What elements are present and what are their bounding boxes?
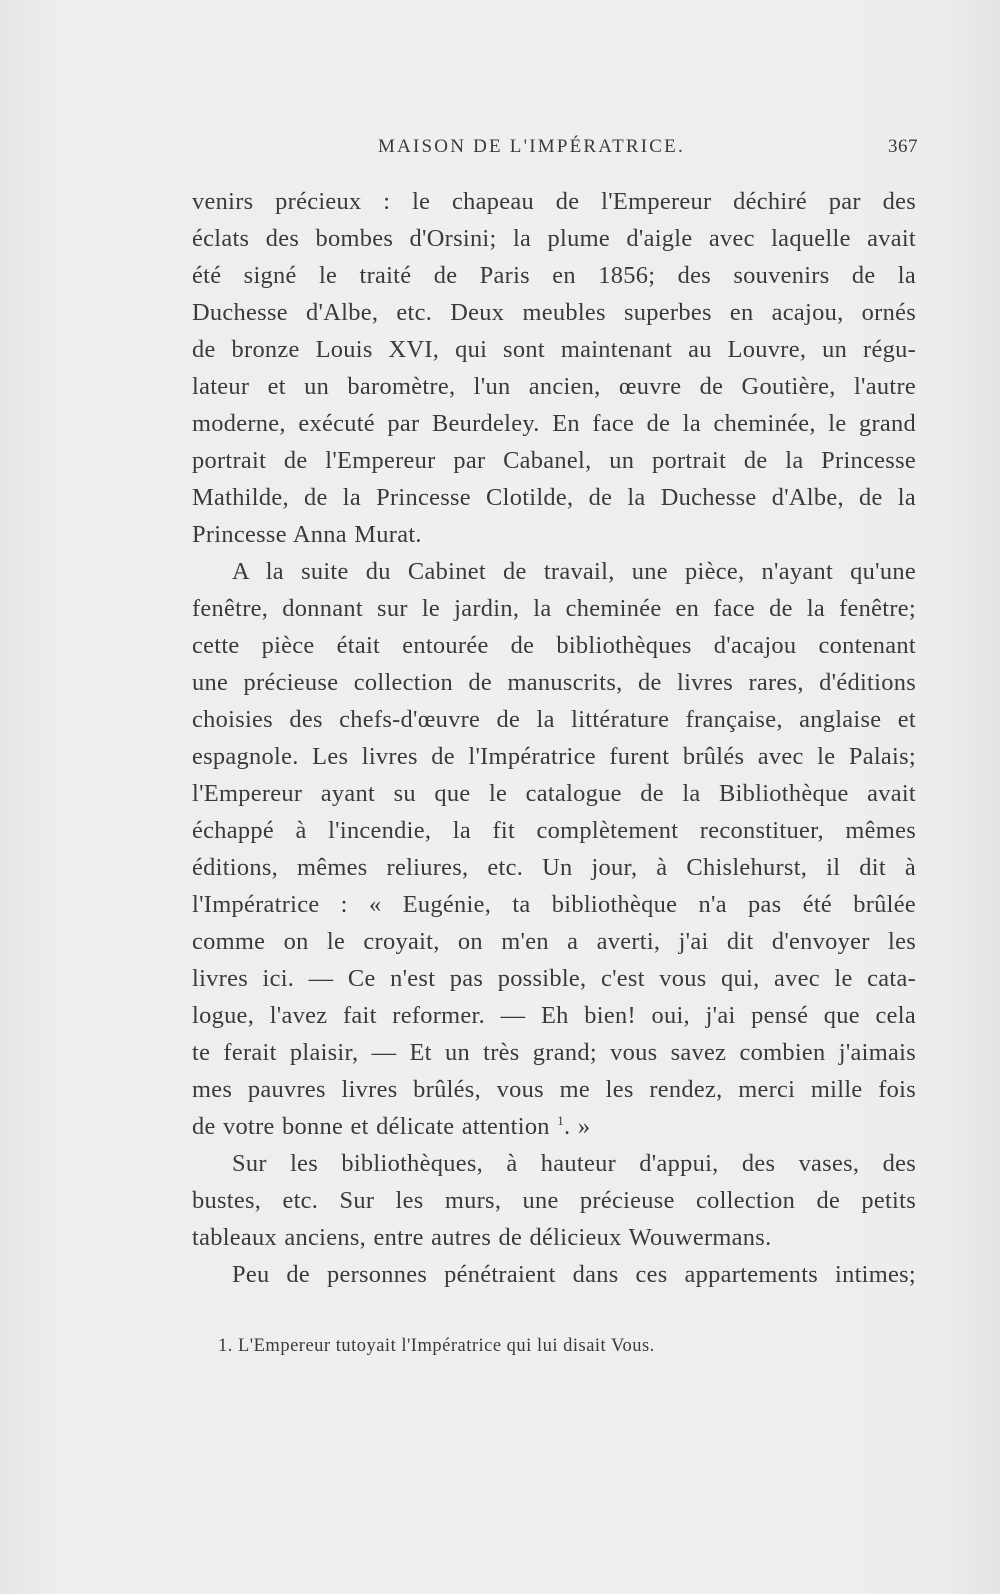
text-line: comme on le croyait, on m'en a averti, j'ai dit d'envoyer les [192,928,916,955]
footnote-reference: 1 [557,1112,565,1128]
text-line: choisies des chefs-d'œuvre de la littérature française, anglaise et [192,706,916,733]
text-line: Duchesse d'Albe, etc. Deux meubles superbes en acajou, ornés [192,299,916,326]
text-line: éclats des bombes d'Orsini; la plume d'aigle avec laquelle avait [192,225,916,252]
text-line: une précieuse collection de manuscrits, de livres rares, d'éditions [192,669,916,696]
text-line: moderne, exécuté par Beurdeley. En face de la cheminée, le grand [192,410,916,437]
text-line: l'Impératrice : « Eugénie, ta bibliothèque n'a pas été brûlée [192,891,916,918]
text-line: espagnole. Les livres de l'Impératrice furent brûlés avec le Palais; [192,743,916,770]
text-line: fenêtre, donnant sur le jardin, la cheminée en face de la fenêtre; [192,595,916,622]
text-line: te ferait plaisir, — Et un très grand; vous savez combien j'aimais [192,1039,916,1066]
text-line: Mathilde, de la Princesse Clotilde, de la Duchesse d'Albe, de la [192,484,916,511]
running-head [192,136,922,164]
text-line: livres ici. — Ce n'est pas possible, c'est vous qui, avec le cata- [192,965,916,992]
text-line: portrait de l'Empereur par Cabanel, un portrait de la Princesse [192,447,916,474]
paragraph-start-line: Peu de personnes pénétraient dans ces appartements intimes; [232,1261,916,1288]
text-line: de bronze Louis XVI, qui sont maintenant au Louvre, un régu- [192,336,916,363]
text-line: Princesse Anna Murat. [192,521,422,548]
text-line: tableaux anciens, entre autres de délicieux Wouwermans. [192,1224,772,1251]
text-line: bustes, etc. Sur les murs, une précieuse collection de petits [192,1187,916,1214]
line-text: de votre bonne et délicate attention [192,1113,550,1140]
text-line: lateur et un baromètre, l'un ancien, œuvre de Goutière, l'autre [192,373,916,400]
paragraph-start-line: Sur les bibliothèques, à hauteur d'appui, des vases, des [232,1150,916,1177]
closing-quote: . » [564,1113,591,1140]
paragraph-start-line: A la suite du Cabinet de travail, une pièce, n'ayant qu'une [232,558,916,585]
text-line: échappé à l'incendie, la fit complètement reconstituer, mêmes [192,817,916,844]
page-number: 367 [888,136,918,157]
text-line-with-footnote [192,1108,916,1145]
text-line: mes pauvres livres brûlés, vous me les rendez, merci mille fois [192,1076,916,1103]
text-line: logue, l'avez fait reformer. — Eh bien! oui, j'ai pensé que cela [192,1002,916,1029]
text-line: l'Empereur ayant su que le catalogue de la Bibliothèque avait [192,780,916,807]
text-line: éditions, mêmes reliures, etc. Un jour, à Chislehurst, il dit à [192,854,916,881]
text-line: cette pièce était entourée de bibliothèques d'acajou contenant [192,632,916,659]
text-line: venirs précieux : le chapeau de l'Empereur déchiré par des [192,188,916,215]
footnote: 1. L'Empereur tutoyait l'Impératrice qui lui disait Vous. [218,1336,655,1356]
text-line: été signé le traité de Paris en 1856; des souvenirs de la [192,262,916,289]
running-title: MAISON DE L'IMPÉRATRICE. [378,136,685,157]
body-text [192,183,916,1293]
